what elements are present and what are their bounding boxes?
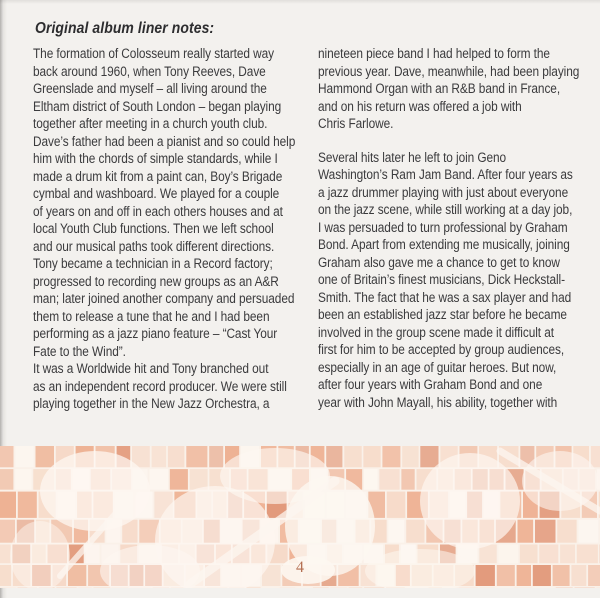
- text-line: especially in an age of guitar heroes. But now,: [318, 359, 557, 375]
- text-line: Smith. The fact that he was a sax player and had: [318, 289, 572, 305]
- page-title: Original album liner notes:: [35, 20, 215, 37]
- text-line: I was persuaded to turn professional by Graham: [318, 219, 568, 235]
- text-line: Hammond Organ with an R&B band in France,: [318, 81, 561, 96]
- text-line: him with the chords of simple standards, while I: [33, 151, 278, 166]
- text-line: cymbal and washboard. We played for a couple: [33, 186, 280, 201]
- text-line: together after meeting in a church youth club.: [33, 116, 268, 131]
- paragraph: [318, 45, 586, 133]
- text-line: Chris Farlowe.: [318, 116, 394, 131]
- text-line: as an independent record producer. We were still: [33, 378, 287, 394]
- text-line: Washington’s Ram Jam Band. After four years as: [318, 167, 573, 182]
- text-line: Fate to the Wind”.: [33, 343, 126, 359]
- text-line: progressed to recording new groups as an A&R: [33, 273, 279, 289]
- text-line: involved in the group scene made it difficult at: [318, 324, 554, 340]
- text-line: Several hits later he left to join Geno: [318, 149, 507, 165]
- paragraph-gap: [318, 133, 586, 149]
- text-line: It was a Worldwide hit and Tony branched out: [33, 361, 269, 376]
- text-line: been an established jazz star before he became: [318, 307, 567, 322]
- text-line: back around 1960, when Tony Reeves, Dave: [33, 63, 266, 79]
- text-line: of years on and off in each others houses and at: [33, 203, 283, 219]
- text-line: Tony became a technician in a Record factory;: [33, 256, 273, 271]
- text-line: man; later joined another company and persuaded: [33, 291, 295, 306]
- text-line: them to release a tune that he and I had been: [33, 308, 270, 324]
- text-line: Graham also gave me a chance to get to know: [318, 254, 560, 270]
- paragraph: [318, 149, 586, 412]
- text-line: first for him to be accepted by group audiences,: [318, 342, 565, 357]
- text-line: Eltham district of South London – began playing: [33, 98, 282, 114]
- text-line: a jazz drummer playing with just about everyone: [318, 184, 569, 200]
- text-line: Bond. Apart from extending me musically, joining: [318, 237, 570, 252]
- text-line: Dave’s father had been a pianist and so could help: [33, 133, 296, 149]
- text-line: year with John Mayall, his ability, together with: [318, 394, 558, 410]
- text-line: performing as a jazz piano feature – “Cast Your: [33, 326, 278, 341]
- text-line: on the jazz scene, while still working at a day job,: [318, 202, 573, 217]
- text-line: and on his return was offered a job with: [318, 98, 522, 114]
- text-line: local Youth Club functions. Then we left school: [33, 221, 274, 236]
- text-line: The formation of Colosseum really started way: [33, 46, 275, 61]
- left-text-column: [33, 45, 305, 413]
- text-line: Greenslade and myself – all living around the: [33, 81, 267, 96]
- text-line: playing together in the New Jazz Orchestra, a: [33, 396, 270, 411]
- text-line: made a drum kit from a paint can, Boy’s Brigade: [33, 168, 283, 184]
- text-line: nineteen piece band I had helped to form the: [318, 46, 550, 61]
- right-text-column: [318, 45, 586, 411]
- scan-edge-top: [0, 0, 600, 4]
- text-line: one of Britain’s finest musicians, Dick Heckstall-: [318, 272, 565, 287]
- text-line: previous year. Dave, meanwhile, had been playing: [318, 63, 580, 79]
- page-number: 4: [296, 559, 304, 576]
- text-line: and our musical paths took different directions.: [33, 238, 275, 254]
- text-line: after four years with Graham Bond and one: [318, 377, 543, 392]
